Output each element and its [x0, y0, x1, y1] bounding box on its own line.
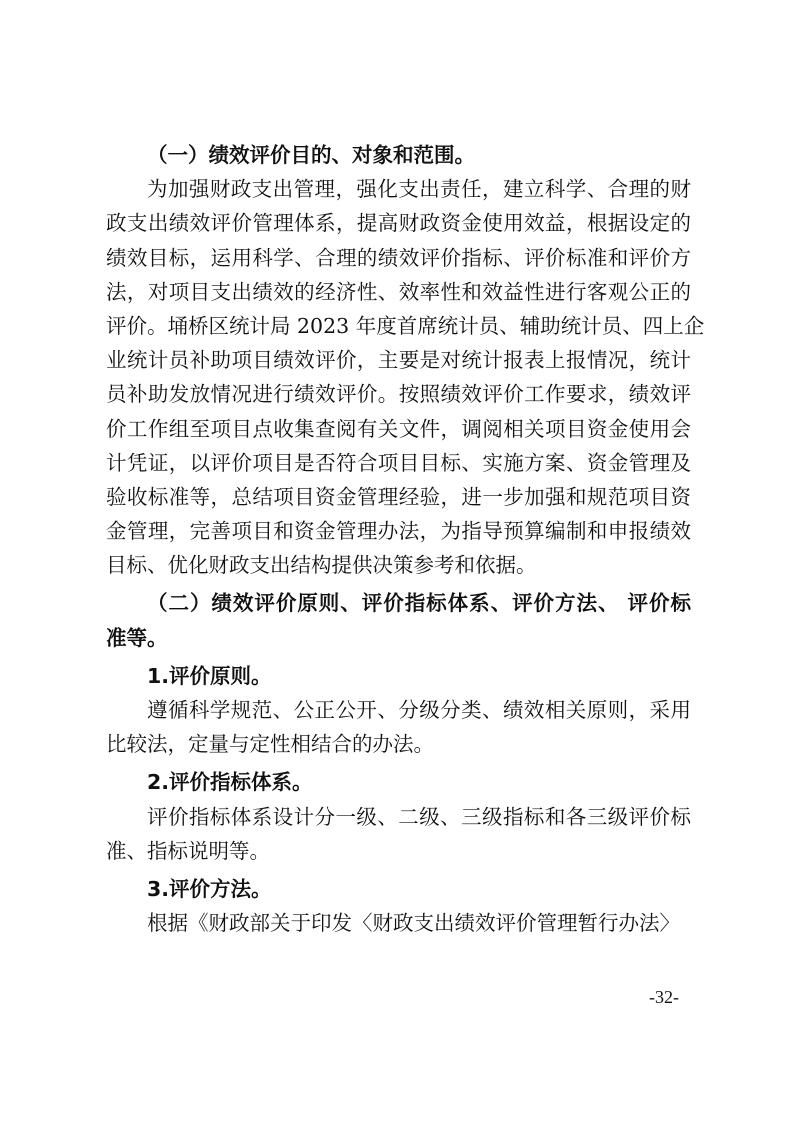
paragraph-line: 准、指标说明等。: [106, 838, 270, 863]
paragraph-line: 遵循科学规范、公正公开、分级分类、绩效相关原则，采用: [147, 698, 691, 722]
paragraph-line: 评价。埇桥区统计局 2023 年度首席统计员、辅助统计员、四上企: [106, 313, 705, 338]
paragraph-purpose: [106, 172, 705, 582]
paragraph-line: 价工作组至项目点收集查阅有关文件，调阅相关项目资金使用会: [106, 416, 691, 441]
heading-line: 准等。: [106, 625, 168, 650]
subheading-methods: 3.评价方法。: [147, 876, 272, 901]
section-heading-1: （一）绩效评价目的、对象和范围。: [147, 143, 475, 167]
paragraph-line: 员补助发放情况进行绩效评价。按照绩效评价工作要求，绩效评: [106, 382, 691, 407]
paragraph-line: 比较法，定量与定性相结合的办法。: [106, 732, 434, 757]
paragraph-line: 验收标准等，总结项目资金管理经验，进一步加强和规范项目资: [106, 484, 691, 509]
document-page: [106, 138, 705, 940]
paragraph-line: 目标、优化财政支出结构提供决策参考和依据。: [106, 553, 537, 578]
paragraph-line: 法，对项目支出绩效的经济性、效率性和效益性进行客观公正的: [106, 279, 691, 304]
paragraph-indicator-system: [106, 800, 691, 868]
paragraph-line: 金管理，完善项目和资金管理办法，为指导预算编制和申报绩效: [106, 519, 691, 544]
subheading-principles: 1.评价原则。: [147, 663, 272, 688]
page-number: -32-: [649, 987, 679, 1007]
paragraph-line: 绩效目标，运用科学、合理的绩效评价指标、评价标准和评价方: [106, 245, 691, 270]
paragraph-line: 评价指标体系设计分一级、二级、三级指标和各三级评价标: [147, 804, 691, 829]
subheading-indicator-system: 2.评价指标体系。: [147, 770, 313, 795]
paragraph-principles: [106, 693, 691, 761]
paragraph-line: 计凭证，以评价项目是否符合项目目标、实施方案、资金管理及: [106, 450, 691, 475]
heading-line: （二）绩效评价原则、评价指标体系、评价方法、 评价标: [147, 591, 691, 616]
paragraph-methods: 根据《财政部关于印发〈财政支出绩效评价管理暂行办法〉: [147, 911, 680, 936]
paragraph-line: 政支出绩效评价管理体系，提高财政资金使用效益，根据设定的: [106, 211, 691, 236]
paragraph-line: 业统计员补助项目绩效评价，主要是对统计报表上报情况，统计: [106, 348, 691, 373]
section-heading-2: [106, 586, 691, 654]
paragraph-line: 为加强财政支出管理，强化支出责任，建立科学、合理的财: [147, 177, 691, 202]
